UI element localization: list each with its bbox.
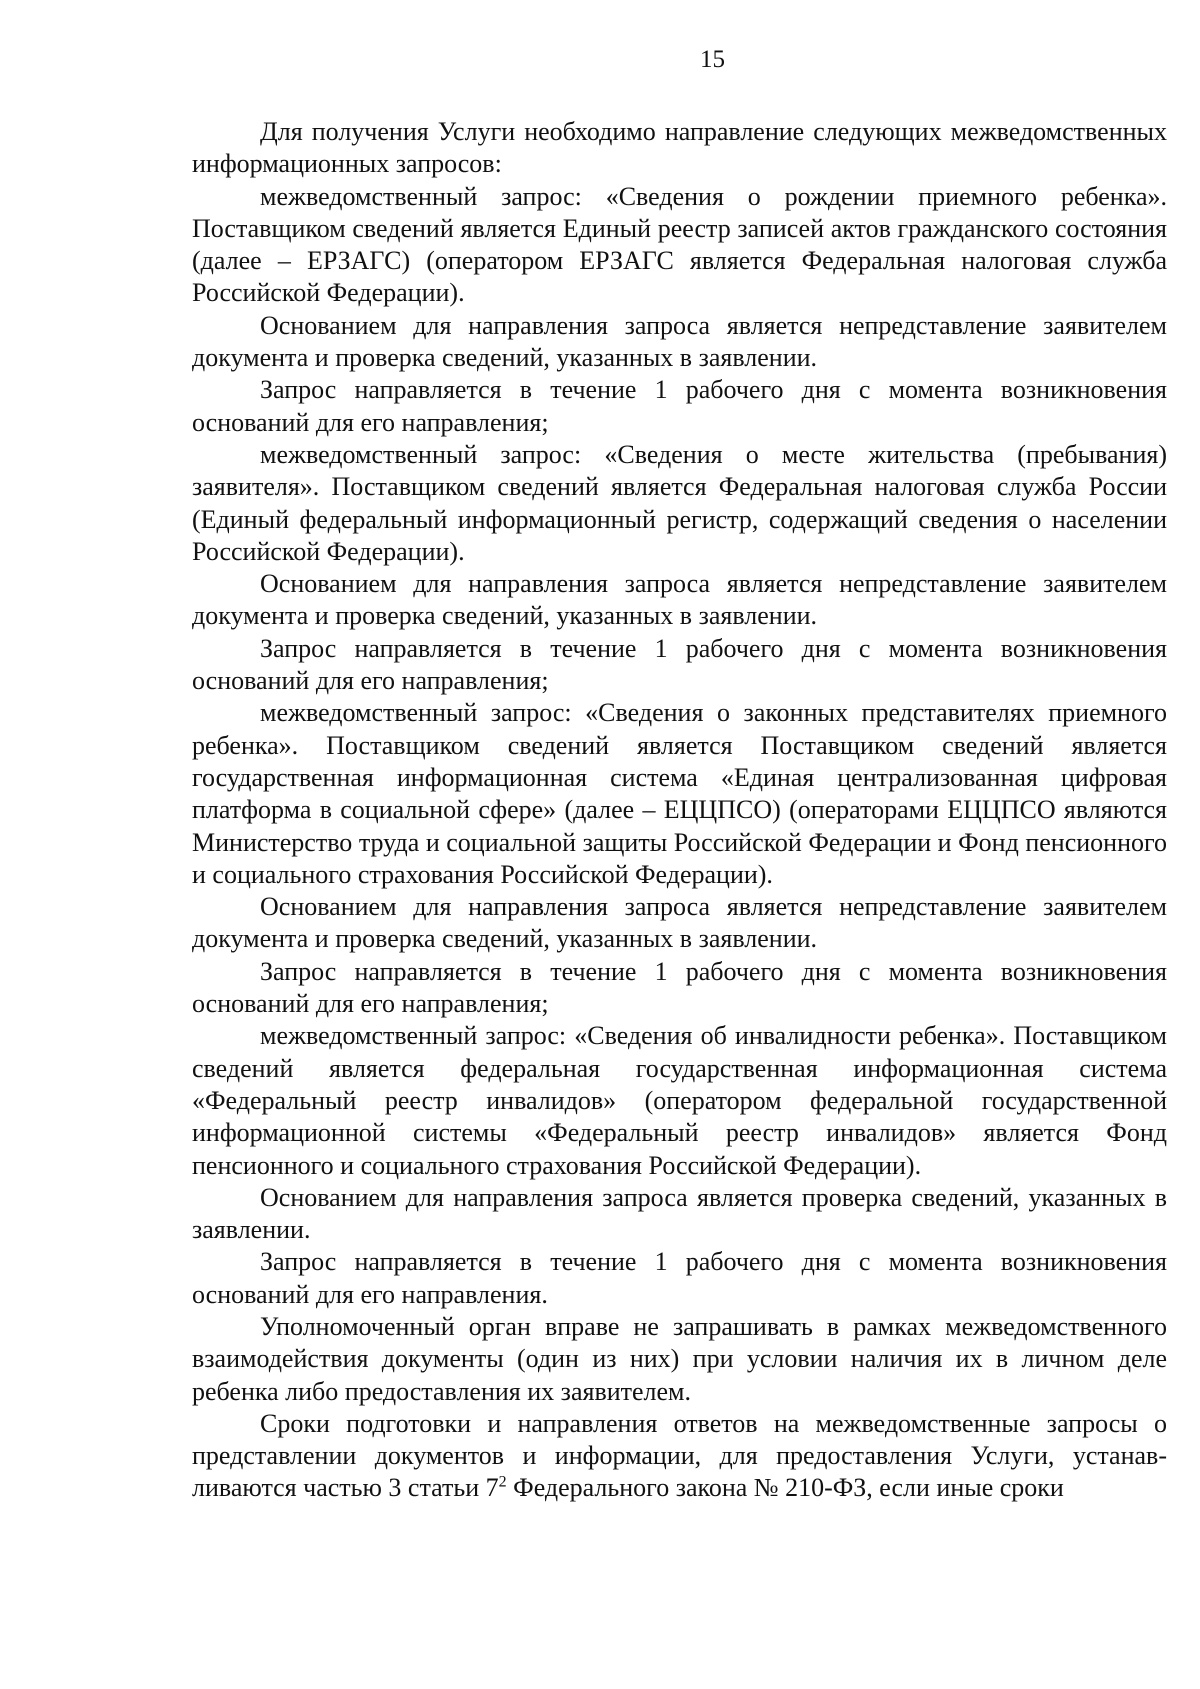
paragraph-response-terms (192, 1408, 1167, 1505)
paragraph-request-residence: межведомственный запрос: «Сведения о месте жительства (пребывания) заявителя». Поставщиком сведений является Федеральная налоговая служба России (Единый федеральный информационный регистр, содержащий сведения о населении Российской Федерации). (192, 439, 1167, 566)
paragraph-intro: Для получения Услуги необходимо направление следующих межведомственных информационных запросов: (192, 117, 1167, 179)
paragraph-basis: Основанием для направления запроса является непредставление заявителем документа и проверка сведений, указанных в заявлении. (192, 892, 1167, 954)
paragraph-authority-right: Уполномоченный орган вправе не запрашивать в рамках межведомственного взаимодействия документы (один из них) при условии наличия их в личном деле ребенка либо предоставления их заявителем. (192, 1311, 1167, 1406)
paragraph-request-birth: межведомственный запрос: «Сведения о рождении приемного ребенка». Поставщиком сведений является Единый реестр записей актов гражданского состояния (далее – ЕРЗАГС) (оператором ЕРЗАГС является Федеральная налоговая служба Российской Федерации). (192, 181, 1167, 308)
article-superscript: 2 (498, 1473, 507, 1491)
response-terms-text-start: Сроки подготовки и направления ответов на межведомственные запросы о представлении документов и информации, для предоставления Услуги, устанавливаются частью 3 статьи 7 (192, 1408, 1167, 1503)
page-number: 15 (700, 46, 725, 73)
paragraph-deadline: Запрос направляется в течение 1 рабочего дня с момента возникновения оснований для его направления. (192, 1247, 1167, 1309)
paragraph-deadline: Запрос направляется в течение 1 рабочего дня с момента возникновения оснований для его направления; (192, 633, 1167, 696)
paragraph-request-guardians: межведомственный запрос: «Сведения о законных представителях приемного ребенка». Поставщиком сведений является Поставщиком сведений является государственная информационная система «Единая централизованная цифровая платформа в социальной сфере» (далее – ЕЦЦПСО) (операторами ЕЦЦПСО являются Министерство труда и социальной защиты Российской Федерации и Фонд пенсионного и социального страхования Российской Федерации). (192, 698, 1167, 889)
paragraph-basis: Основанием для направления запроса является проверка сведений, указанных в заявлении. (192, 1182, 1167, 1245)
paragraph-deadline: Запрос направляется в течение 1 рабочего дня с момента возникновения оснований для его направления; (192, 956, 1167, 1019)
paragraph-deadline: Запрос направляется в течение 1 рабочего дня с момента возникновения оснований для его направления; (192, 375, 1167, 437)
paragraph-request-disability: межведомственный запрос: «Сведения об инвалидности ребенка». Поставщиком сведений является федеральная государственная информационная система «Федеральный реестр инвалидов» (оператором федеральной государственной информационной системы «Федеральный реестр инвалидов» является Фонд пенсионного и социального страхования Российской Федерации). (192, 1021, 1167, 1180)
paragraph-basis: Основанием для направления запроса является непредставление заявителем документа и проверка сведений, указанных в заявлении. (192, 310, 1167, 373)
response-terms-text-end: Федерального закона № 210-ФЗ, если иные сроки (506, 1473, 1064, 1503)
document-body (192, 116, 1167, 1505)
paragraph-basis: Основанием для направления запроса является непредставление заявителем документа и проверка сведений, указанных в заявлении. (192, 569, 1167, 631)
